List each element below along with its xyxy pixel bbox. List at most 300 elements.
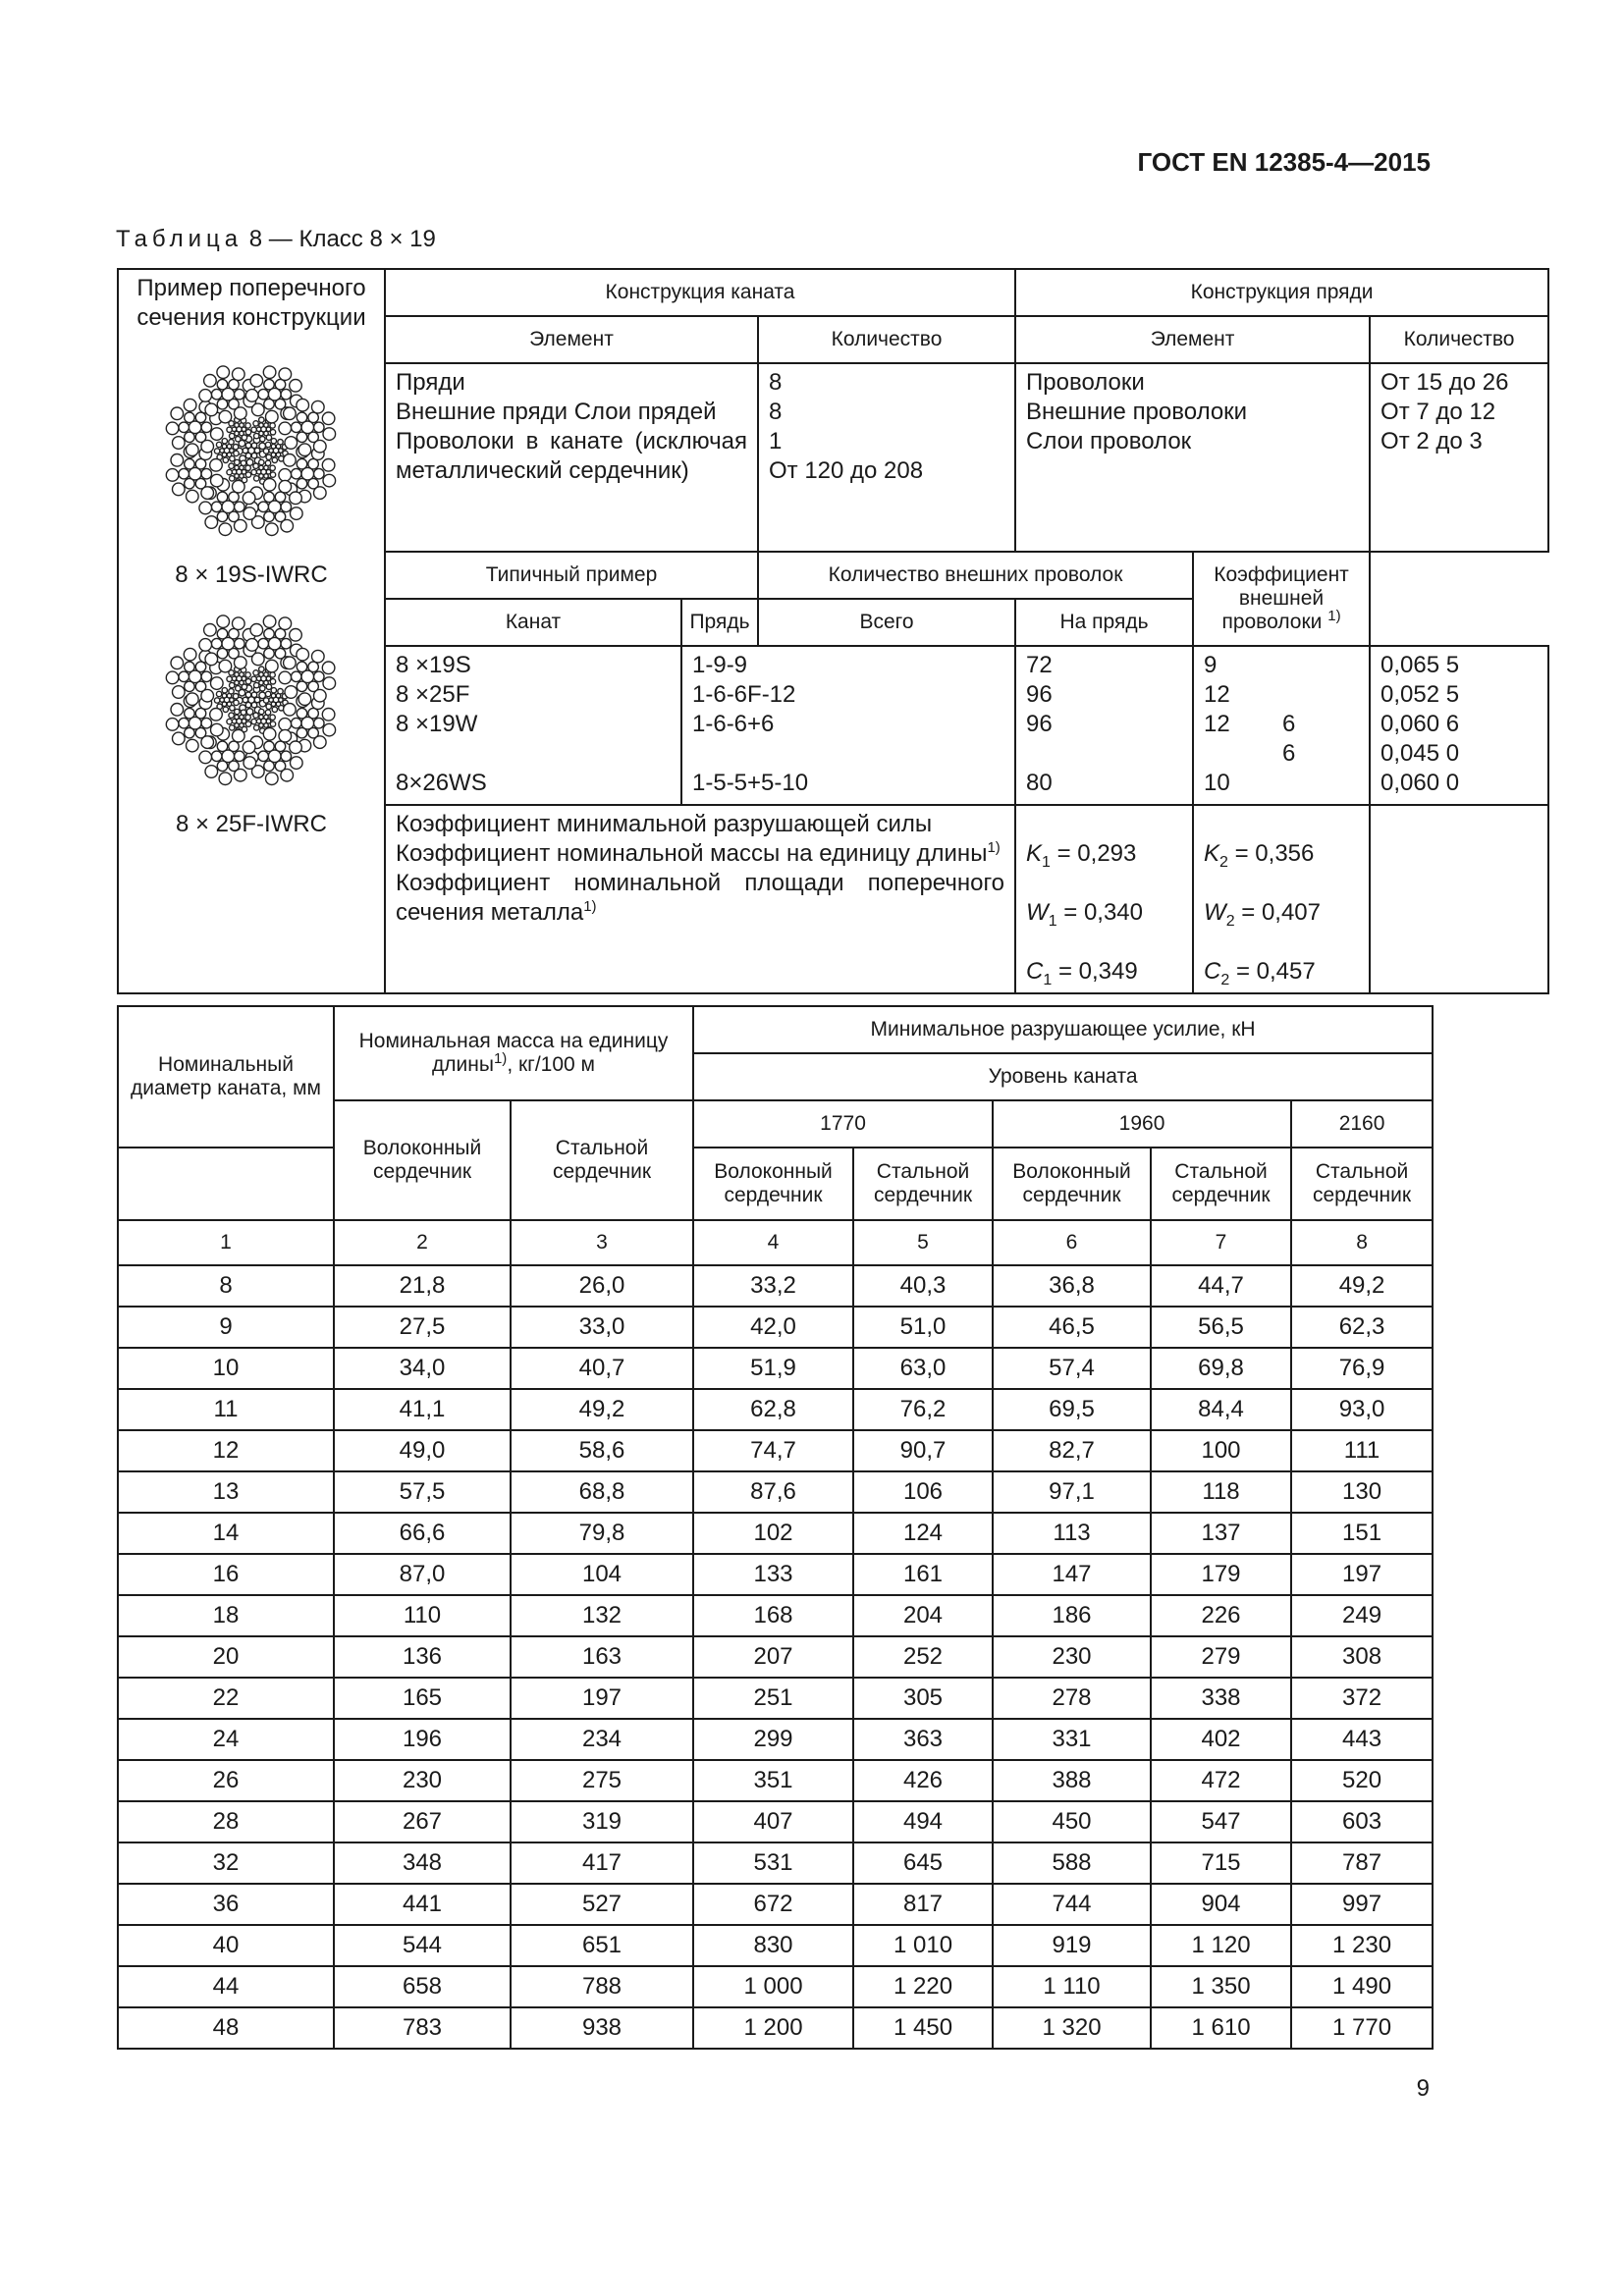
value-cell: 305: [853, 1678, 993, 1719]
value-cell: 179: [1151, 1554, 1291, 1595]
table-row: [118, 1307, 1433, 1348]
diameter-cell: 13: [118, 1471, 334, 1513]
per-strand-a: 12: [1204, 681, 1230, 708]
value-cell: 40,3: [853, 1265, 993, 1307]
value-cell: 1 200: [693, 2007, 853, 2049]
value-cell: 715: [1151, 1842, 1291, 1884]
strand-element: Слои проволок: [1026, 428, 1192, 454]
diameter-cell: 24: [118, 1719, 334, 1760]
value-cell: 21,8: [334, 1265, 511, 1307]
value-cell: 230: [993, 1636, 1151, 1678]
value-cell: 1 350: [1151, 1966, 1291, 2007]
value-cell: 132: [511, 1595, 693, 1636]
value-cell: 817: [853, 1884, 993, 1925]
rope-quantity-header: Количество: [758, 316, 1015, 363]
diameter-cell: 26: [118, 1760, 334, 1801]
value-cell: 1 320: [993, 2007, 1151, 2049]
page-number: 9: [1416, 2075, 1430, 2102]
value-cell: 76,2: [853, 1389, 993, 1430]
value-cell: 338: [1151, 1678, 1291, 1719]
mass-factor-text: Коэффициент номинальной массы на единицу длины: [396, 840, 988, 867]
value-cell: 104: [511, 1554, 693, 1595]
fiber-core-1960: Волоконный сердечник: [993, 1148, 1151, 1220]
value-cell: 97,1: [993, 1471, 1151, 1513]
example-strands: [681, 646, 1015, 805]
break-factor-label: Коэффициент минимальной разрушающей силы: [396, 811, 933, 837]
value-cell: 113: [993, 1513, 1151, 1554]
value-cell: 41,1: [334, 1389, 511, 1430]
value-cell: 1 230: [1291, 1925, 1433, 1966]
mbf-header: Минимальное разрушающее усилие, кН: [693, 1006, 1433, 1053]
value-cell: 76,9: [1291, 1348, 1433, 1389]
mass-fiber-core-header: Волоконный сердечник: [334, 1100, 511, 1220]
value-cell: 69,8: [1151, 1348, 1291, 1389]
column-number: 2: [334, 1220, 511, 1265]
w1-sub: 1: [1048, 912, 1057, 930]
factors-2: [1193, 805, 1370, 993]
per-strand-line: [1204, 769, 1359, 798]
diameter-cell: 11: [118, 1389, 334, 1430]
example-total: 96: [1026, 681, 1053, 708]
table-row: [118, 1595, 1433, 1636]
value-cell: 252: [853, 1636, 993, 1678]
value-cell: 42,0: [693, 1307, 853, 1348]
strand-element: Проволоки: [1026, 369, 1145, 396]
example-coef: 0,045 0: [1380, 740, 1460, 767]
w1-value: [1026, 898, 1182, 928]
k1-value: [1026, 839, 1182, 869]
value-cell: 57,5: [334, 1471, 511, 1513]
value-cell: 49,0: [334, 1430, 511, 1471]
rope-label-1: 8 × 19S-IWRC: [175, 561, 328, 588]
value-cell: 1 490: [1291, 1966, 1433, 2007]
diameter-cell: 9: [118, 1307, 334, 1348]
strand-construction-header: Конструкция пряди: [1015, 269, 1548, 316]
strand-element: Внешние проволоки: [1026, 399, 1248, 425]
value-cell: 603: [1291, 1801, 1433, 1842]
value-cell: 234: [511, 1719, 693, 1760]
example-total: 96: [1026, 711, 1053, 737]
value-cell: 904: [1151, 1884, 1291, 1925]
value-cell: 84,4: [1151, 1389, 1291, 1430]
example-rope: 8 ×19W: [396, 711, 478, 737]
table-row: [118, 1801, 1433, 1842]
standard-number: ГОСТ EN 12385-4—2015: [1137, 147, 1431, 177]
mass-header: [334, 1006, 693, 1100]
diameter-cell: 10: [118, 1348, 334, 1389]
example-strand: 1-9-9: [692, 652, 748, 678]
value-cell: 57,4: [993, 1348, 1151, 1389]
diameter-cell: 12: [118, 1430, 334, 1471]
column-number: 5: [853, 1220, 993, 1265]
w1-symbol: W: [1026, 899, 1049, 926]
value-cell: 69,5: [993, 1389, 1151, 1430]
value-cell: 161: [853, 1554, 993, 1595]
example-strand: 1-6-6+6: [692, 711, 775, 737]
value-cell: 56,5: [1151, 1307, 1291, 1348]
value-cell: 230: [334, 1760, 511, 1801]
rope-quantity: 8: [769, 369, 783, 396]
table-row: [118, 1842, 1433, 1884]
value-cell: 82,7: [993, 1430, 1151, 1471]
w2-value: [1204, 898, 1359, 928]
diameter-cell: 8: [118, 1265, 334, 1307]
example-strand: 1-5-5+5-10: [692, 770, 809, 796]
mass-steel-core-header: Стальной сердечник: [511, 1100, 693, 1220]
value-cell: 472: [1151, 1760, 1291, 1801]
value-cell: 49,2: [1291, 1265, 1433, 1307]
example-rope: 8×26WS: [396, 770, 487, 796]
coef-header-sup: 1): [1327, 608, 1341, 624]
value-cell: 74,7: [693, 1430, 853, 1471]
c1-sub: 1: [1043, 971, 1053, 988]
value-cell: 426: [853, 1760, 993, 1801]
diameter-cell: 22: [118, 1678, 334, 1719]
value-cell: 997: [1291, 1884, 1433, 1925]
area-factor-text: Коэффициент номинальной площади поперечного сечения металла: [396, 870, 1005, 926]
steel-core-1770: Стальной сердечник: [853, 1148, 993, 1220]
value-cell: 441: [334, 1884, 511, 1925]
rope-label-2: 8 × 25F-IWRC: [175, 811, 328, 837]
example-total: 72: [1026, 652, 1053, 678]
value-cell: 402: [1151, 1719, 1291, 1760]
per-strand-line: [1204, 739, 1359, 769]
value-cell: 544: [334, 1925, 511, 1966]
example-strand: 1-6-6F-12: [692, 681, 796, 708]
value-cell: 1 770: [1291, 2007, 1433, 2049]
value-cell: 319: [511, 1801, 693, 1842]
value-cell: 450: [993, 1801, 1151, 1842]
per-strand-line: [1204, 710, 1359, 739]
per-strand-header: На прядь: [1015, 599, 1193, 646]
value-cell: 275: [511, 1760, 693, 1801]
value-cell: 1 450: [853, 2007, 993, 2049]
value-cell: 62,8: [693, 1389, 853, 1430]
value-cell: 1 110: [993, 1966, 1151, 2007]
value-cell: 124: [853, 1513, 993, 1554]
value-cell: 1 000: [693, 1966, 853, 2007]
column-number: 3: [511, 1220, 693, 1265]
value-cell: 744: [993, 1884, 1151, 1925]
value-cell: 308: [1291, 1636, 1433, 1678]
w2-sub: 2: [1225, 912, 1235, 930]
value-cell: 136: [334, 1636, 511, 1678]
w2-symbol: W: [1204, 899, 1226, 926]
grade-2160: 2160: [1291, 1100, 1433, 1148]
per-strand-a: 9: [1204, 652, 1218, 678]
value-cell: 331: [993, 1719, 1151, 1760]
w2-val: = 0,407: [1234, 899, 1322, 926]
table-row: [118, 1389, 1433, 1430]
rope-element: Проволоки в канате (исключая металлический сердечник): [396, 428, 747, 484]
value-cell: 90,7: [853, 1430, 993, 1471]
strand-elements: [1015, 363, 1370, 552]
value-cell: 165: [334, 1678, 511, 1719]
value-cell: 278: [993, 1678, 1151, 1719]
value-cell: 46,5: [993, 1307, 1151, 1348]
value-cell: 66,6: [334, 1513, 511, 1554]
example-strand: [692, 739, 1004, 769]
example-per-strand: [1193, 646, 1370, 805]
value-cell: 388: [993, 1760, 1151, 1801]
grade-1770: 1770: [693, 1100, 993, 1148]
value-cell: 40,7: [511, 1348, 693, 1389]
value-cell: 658: [334, 1966, 511, 2007]
rope-element: Пряди: [396, 369, 465, 396]
c1-value: [1026, 957, 1182, 987]
area-factor-label: [396, 869, 1004, 928]
diameter-cell: 44: [118, 1966, 334, 2007]
table-row: [118, 1678, 1433, 1719]
example-coefs: [1370, 646, 1548, 805]
c1-val: = 0,349: [1052, 958, 1138, 985]
value-cell: 547: [1151, 1801, 1291, 1842]
value-cell: 197: [1291, 1554, 1433, 1595]
value-cell: 87,6: [693, 1471, 853, 1513]
diameter-cell: 18: [118, 1595, 334, 1636]
value-cell: 79,8: [511, 1513, 693, 1554]
value-cell: 443: [1291, 1719, 1433, 1760]
example-rope: [396, 739, 671, 769]
column-number: 8: [1291, 1220, 1433, 1265]
diameter-cell: 36: [118, 1884, 334, 1925]
example-totals: [1015, 646, 1193, 805]
total-header: Всего: [758, 599, 1015, 646]
value-cell: 494: [853, 1801, 993, 1842]
value-cell: 110: [334, 1595, 511, 1636]
mass-header-unit: , кг/100 м: [507, 1053, 595, 1076]
value-cell: 34,0: [334, 1348, 511, 1389]
data-rows: [118, 1265, 1433, 2049]
example-coef: 0,052 5: [1380, 681, 1460, 708]
value-cell: 267: [334, 1801, 511, 1842]
diameter-cell: 40: [118, 1925, 334, 1966]
mass-header-text: Номинальная масса на единицу длины: [358, 1030, 669, 1076]
c2-sub: 2: [1220, 971, 1230, 988]
w1-val: = 0,340: [1056, 899, 1144, 926]
value-cell: 407: [693, 1801, 853, 1842]
strand-label-header: Прядь: [681, 599, 758, 646]
value-cell: 299: [693, 1719, 853, 1760]
mass-factor-sup: 1): [987, 839, 1001, 856]
value-cell: 363: [853, 1719, 993, 1760]
value-cell: 106: [853, 1471, 993, 1513]
per-strand-line: [1204, 680, 1359, 710]
value-cell: 788: [511, 1966, 693, 2007]
rope-quantity: 1: [769, 428, 783, 454]
strand-quantity-header: Количество: [1370, 316, 1548, 363]
c2-value: [1204, 957, 1359, 987]
value-cell: 118: [1151, 1471, 1291, 1513]
value-cell: 830: [693, 1925, 853, 1966]
value-cell: 130: [1291, 1471, 1433, 1513]
rope-cross-section-icon: [153, 602, 350, 798]
value-cell: 226: [1151, 1595, 1291, 1636]
k2-val: = 0,356: [1227, 840, 1315, 867]
per-strand-line: [1204, 651, 1359, 680]
typical-example-header: Типичный пример: [385, 552, 758, 599]
factors-empty: [1370, 805, 1548, 993]
value-cell: 645: [853, 1842, 993, 1884]
c1-symbol: C: [1026, 958, 1044, 985]
k2-sub: 2: [1219, 853, 1228, 871]
value-cell: 251: [693, 1678, 853, 1719]
value-cell: 672: [693, 1884, 853, 1925]
value-cell: 51,0: [853, 1307, 993, 1348]
diameter-cell: 14: [118, 1513, 334, 1554]
outer-wire-coef-header: [1193, 552, 1370, 646]
value-cell: 137: [1151, 1513, 1291, 1554]
table-row: [118, 1719, 1433, 1760]
value-cell: 147: [993, 1554, 1151, 1595]
table-row: [118, 1265, 1433, 1307]
value-cell: 100: [1151, 1430, 1291, 1471]
value-cell: 520: [1291, 1760, 1433, 1801]
value-cell: 919: [993, 1925, 1151, 1966]
value-cell: 33,2: [693, 1265, 853, 1307]
coef-header-text: Коэффициент внешней проволоки: [1214, 563, 1349, 633]
diameter-header: Номинальный диаметр каната, мм: [118, 1006, 334, 1148]
steel-core-2160: Стальной сердечник: [1291, 1148, 1433, 1220]
value-cell: 1 220: [853, 1966, 993, 2007]
cross-section-title: Пример поперечного сечения конструкции: [136, 275, 366, 331]
value-cell: 651: [511, 1925, 693, 1966]
table-row: [118, 1760, 1433, 1801]
table-caption: [116, 226, 436, 253]
table-row: [118, 1884, 1433, 1925]
example-coef: 0,060 6: [1380, 711, 1460, 737]
c2-symbol: C: [1204, 958, 1221, 985]
rope-quantity: От 120 до 208: [769, 457, 924, 484]
strand-element-header: Элемент: [1015, 316, 1370, 363]
value-cell: 351: [693, 1760, 853, 1801]
mass-factor-label: [396, 839, 1004, 869]
example-ropes: [385, 646, 681, 805]
grade-header: Уровень каната: [693, 1053, 1433, 1100]
value-cell: 204: [853, 1595, 993, 1636]
column-number: 4: [693, 1220, 853, 1265]
k1-sub: 1: [1042, 853, 1051, 871]
fiber-core-1770: Волоконный сердечник: [693, 1148, 853, 1220]
table-row: [118, 1925, 1433, 1966]
value-cell: 207: [693, 1636, 853, 1678]
value-cell: 33,0: [511, 1307, 693, 1348]
example-total: 80: [1026, 770, 1053, 796]
table-row: [118, 1348, 1433, 1389]
k1-symbol: K: [1026, 840, 1043, 867]
value-cell: 63,0: [853, 1348, 993, 1389]
rope-label-header: Канат: [385, 599, 681, 646]
table-row: [118, 1636, 1433, 1678]
column-number: 6: [993, 1220, 1151, 1265]
strand-quantity: От 15 до 26: [1380, 369, 1509, 396]
rope-quantities: [758, 363, 1015, 552]
breaking-force-table: [117, 1005, 1434, 2050]
factors-1: [1015, 805, 1193, 993]
value-cell: 87,0: [334, 1554, 511, 1595]
construction-table: [117, 268, 1549, 994]
outer-wires-header: Количество внешних проволок: [758, 552, 1193, 599]
strand-quantities: [1370, 363, 1548, 552]
example-coef: 0,060 0: [1380, 770, 1460, 796]
column-number: 7: [1151, 1220, 1291, 1265]
value-cell: 62,3: [1291, 1307, 1433, 1348]
value-cell: 168: [693, 1595, 853, 1636]
value-cell: 36,8: [993, 1265, 1151, 1307]
steel-core-1960: Стальной сердечник: [1151, 1148, 1291, 1220]
value-cell: 372: [1291, 1678, 1433, 1719]
rope-quantity: 8: [769, 399, 783, 425]
value-cell: 26,0: [511, 1265, 693, 1307]
diameter-cell: 32: [118, 1842, 334, 1884]
value-cell: 417: [511, 1842, 693, 1884]
table-row: [118, 1966, 1433, 2007]
caption-text: 8 — Класс 8 × 19: [243, 226, 436, 252]
value-cell: 186: [993, 1595, 1151, 1636]
example-coef: 0,065 5: [1380, 652, 1460, 678]
value-cell: 93,0: [1291, 1389, 1433, 1430]
value-cell: 151: [1291, 1513, 1433, 1554]
value-cell: 279: [1151, 1636, 1291, 1678]
table-row: [118, 1471, 1433, 1513]
per-strand-b: 6: [1282, 711, 1296, 737]
table-row: [118, 1554, 1433, 1595]
per-strand-b: 6: [1282, 740, 1296, 767]
strand-quantity: От 2 до 3: [1380, 428, 1483, 454]
value-cell: 1 610: [1151, 2007, 1291, 2049]
value-cell: 1 120: [1151, 1925, 1291, 1966]
value-cell: 527: [511, 1884, 693, 1925]
example-rope: 8 ×19S: [396, 652, 471, 678]
diameter-cell: 16: [118, 1554, 334, 1595]
table-row: [118, 1430, 1433, 1471]
per-strand-a: 12: [1204, 711, 1230, 737]
value-cell: 58,6: [511, 1430, 693, 1471]
example-total: [1026, 739, 1182, 769]
value-cell: 588: [993, 1842, 1151, 1884]
value-cell: 111: [1291, 1430, 1433, 1471]
value-cell: 196: [334, 1719, 511, 1760]
value-cell: 68,8: [511, 1471, 693, 1513]
area-factor-sup: 1): [583, 898, 597, 915]
k2-value: [1204, 839, 1359, 869]
factor-labels: [385, 805, 1015, 993]
rope-element: Внешние пряди Слои прядей: [396, 399, 717, 425]
value-cell: 197: [511, 1678, 693, 1719]
value-cell: 249: [1291, 1595, 1433, 1636]
per-strand-a: 10: [1204, 770, 1230, 796]
diameter-cell: 28: [118, 1801, 334, 1842]
column-number: 1: [118, 1220, 334, 1265]
value-cell: 133: [693, 1554, 853, 1595]
rope-cross-section-icon: [153, 352, 350, 549]
value-cell: 1 010: [853, 1925, 993, 1966]
k1-val: = 0,293: [1050, 840, 1137, 867]
value-cell: 938: [511, 2007, 693, 2049]
value-cell: 783: [334, 2007, 511, 2049]
value-cell: 51,9: [693, 1348, 853, 1389]
diameter-cell: 20: [118, 1636, 334, 1678]
example-rope: 8 ×25F: [396, 681, 470, 708]
diameter-header-cont: [118, 1148, 334, 1220]
value-cell: 44,7: [1151, 1265, 1291, 1307]
diameter-cell: 48: [118, 2007, 334, 2049]
value-cell: 531: [693, 1842, 853, 1884]
value-cell: 348: [334, 1842, 511, 1884]
c2-val: = 0,457: [1229, 958, 1316, 985]
table-row: [118, 1513, 1433, 1554]
grade-1960: 1960: [993, 1100, 1291, 1148]
